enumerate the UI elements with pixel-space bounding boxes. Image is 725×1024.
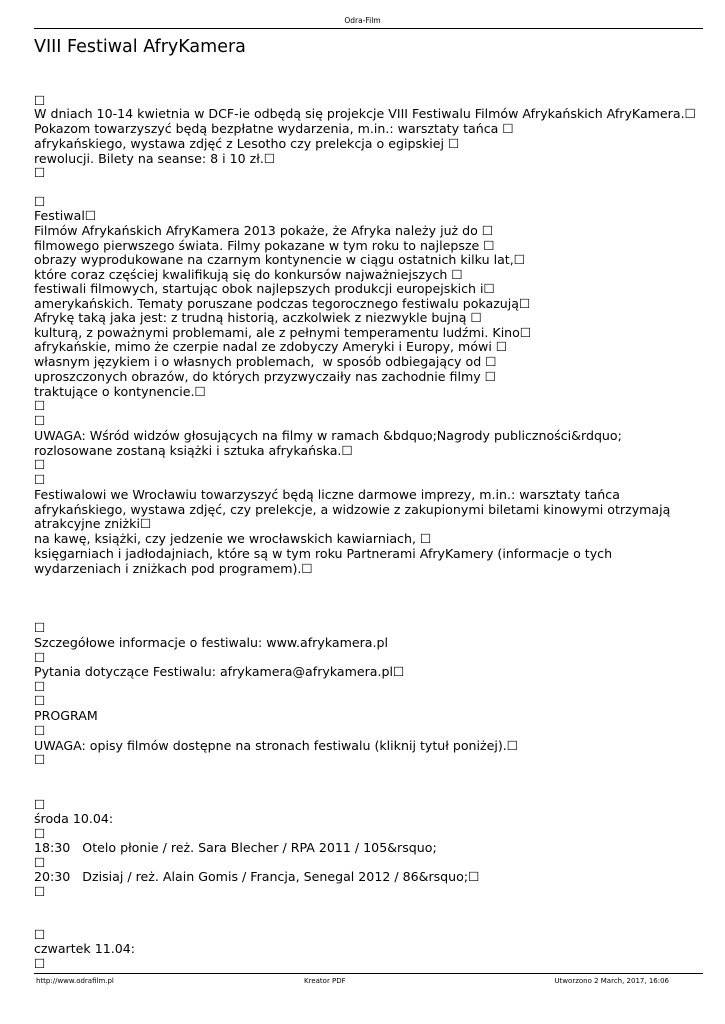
text-line: afrykańskie, mimo że czerpie nadal ze zdobyczy Ameryki i Europy, mówi ☐ [34, 339, 508, 354]
text-line: PROGRAM [34, 708, 98, 723]
text-line: księgarniach i jadłodajniach, które są w tym roku Partnerami AfryKamery (informacje o tych [34, 546, 613, 561]
placeholder-glyph: ☐ [34, 797, 46, 812]
placeholder-glyph: ☐ [34, 194, 46, 209]
text-line: afrykańskiego, wystawa zdjęć, czy prelekcje, a widzowie z zakupionymi biletami kinowymi otrzymają [34, 502, 671, 517]
placeholder-glyph: ☐ [34, 826, 46, 841]
text-line: własnym językiem i o własnych problemach, w sposób odbiegający od ☐ [34, 354, 497, 369]
placeholder-glyph: ☐ [34, 884, 46, 899]
header-rule [34, 28, 703, 29]
text-line: UWAGA: Wśród widzów głosujących na filmy w ramach &bdquo;Nagrody publiczności&rdquo; [34, 428, 622, 443]
footer-created: Utworzono 2 March, 2017, 16:06 [554, 977, 669, 985]
placeholder-glyph: ☐ [34, 398, 46, 413]
placeholder-glyph: ☐ [34, 472, 46, 487]
text-line: filmowego pierwszego świata. Filmy pokazane w tym roku to najlepsze ☐ [34, 238, 495, 253]
text-line: Festiwal☐ [34, 208, 97, 223]
text-line: obrazy wyprodukowane na czarnym kontynencie w ciągu ostatnich kilku lat,☐ [34, 252, 526, 267]
text-line: Filmów Afrykańskich AfryKamera 2013 pokaże, że Afryka należy już do ☐ [34, 223, 494, 238]
text-line: UWAGA: opisy filmów dostępne na stronach festiwalu (kliknij tytuł poniżej).☐ [34, 738, 519, 753]
page-title: VIII Festiwal AfryKamera [34, 37, 246, 57]
placeholder-glyph: ☐ [34, 956, 46, 971]
text-line: 18:30 Otelo płonie / reż. Sara Blecher / RPA 2011 / 105&rsquo; [34, 840, 437, 855]
placeholder-glyph: ☐ [34, 413, 46, 428]
text-line: amerykańskich. Tematy poruszane podczas tegorocznego festiwalu pokazują☐ [34, 296, 531, 311]
text-line: które coraz częściej kwalifikują się do konkursów najważniejszych ☐ [34, 267, 463, 282]
placeholder-glyph: ☐ [34, 457, 46, 472]
text-line: W dniach 10-14 kwietnia w DCF-ie odbędą się projekcje VIII Festiwalu Filmów Afrykańskich AfryKamera.☐ [34, 106, 696, 121]
placeholder-glyph: ☐ [34, 927, 46, 942]
placeholder-glyph: ☐ [34, 620, 46, 635]
text-line: uproszczonych obrazów, do których przyzwyczaiły nas zachodnie filmy ☐ [34, 369, 496, 384]
text-line: traktujące o kontynencie.☐ [34, 384, 206, 399]
text-line: afrykańskiego, wystawa zdjęć z Lesotho czy prelekcja o egipskiej ☐ [34, 136, 460, 151]
text-line: Szczegółowe informacje o festiwalu: www.afrykamera.pl [34, 635, 389, 650]
placeholder-glyph: ☐ [34, 165, 46, 180]
text-line: rozlosowane zostaną książki i sztuka afrykańska.☐ [34, 443, 353, 458]
text-line: Afrykę taką jaka jest: z trudną historią, aczkolwiek z niezwykle bujną ☐ [34, 310, 482, 325]
text-line: Pytania dotyczące Festiwalu: afrykamera@afrykamera.pl☐ [34, 664, 405, 679]
page-header-site: Odra-Film [344, 16, 381, 25]
text-line: środa 10.04: [34, 811, 114, 826]
footer-generator: Kreator PDF [304, 977, 346, 985]
text-line: 20:30 Dzisiaj / reż. Alain Gomis / Francja, Senegal 2012 / 86&rsquo;☐ [34, 869, 480, 884]
placeholder-glyph: ☐ [34, 650, 46, 665]
placeholder-glyph: ☐ [34, 693, 46, 708]
placeholder-glyph: ☐ [34, 679, 46, 694]
text-line: atrakcyjne zniżki☐ [34, 516, 152, 531]
text-line: Pokazom towarzyszyć będą bezpłatne wydarzenia, m.in.: warsztaty tańca ☐ [34, 121, 514, 136]
placeholder-glyph: ☐ [34, 93, 46, 108]
text-line: czwartek 11.04: [34, 941, 136, 956]
text-line: na kawę, książki, czy jedzenie we wrocławskich kawiarniach, ☐ [34, 531, 432, 546]
text-line: rewolucji. Bilety na seanse: 8 i 10 zł.☐ [34, 151, 276, 166]
footer-rule [34, 973, 703, 974]
placeholder-glyph: ☐ [34, 855, 46, 870]
text-line: festiwali filmowych, startując obok najlepszych produkcji europejskich i☐ [34, 281, 495, 296]
text-line: wydarzeniach i zniżkach pod programem).☐ [34, 561, 313, 576]
text-line: Festiwalowi we Wrocławiu towarzyszyć będą liczne darmowe imprezy, m.in.: warsztaty tańca [34, 487, 620, 502]
footer-url: http://www.odrafilm.pl [36, 977, 114, 985]
placeholder-glyph: ☐ [34, 752, 46, 767]
text-line: kulturą, z poważnymi problemami, ale z pełnymi temperamentu ludźmi. Kino☐ [34, 325, 532, 340]
placeholder-glyph: ☐ [34, 723, 46, 738]
